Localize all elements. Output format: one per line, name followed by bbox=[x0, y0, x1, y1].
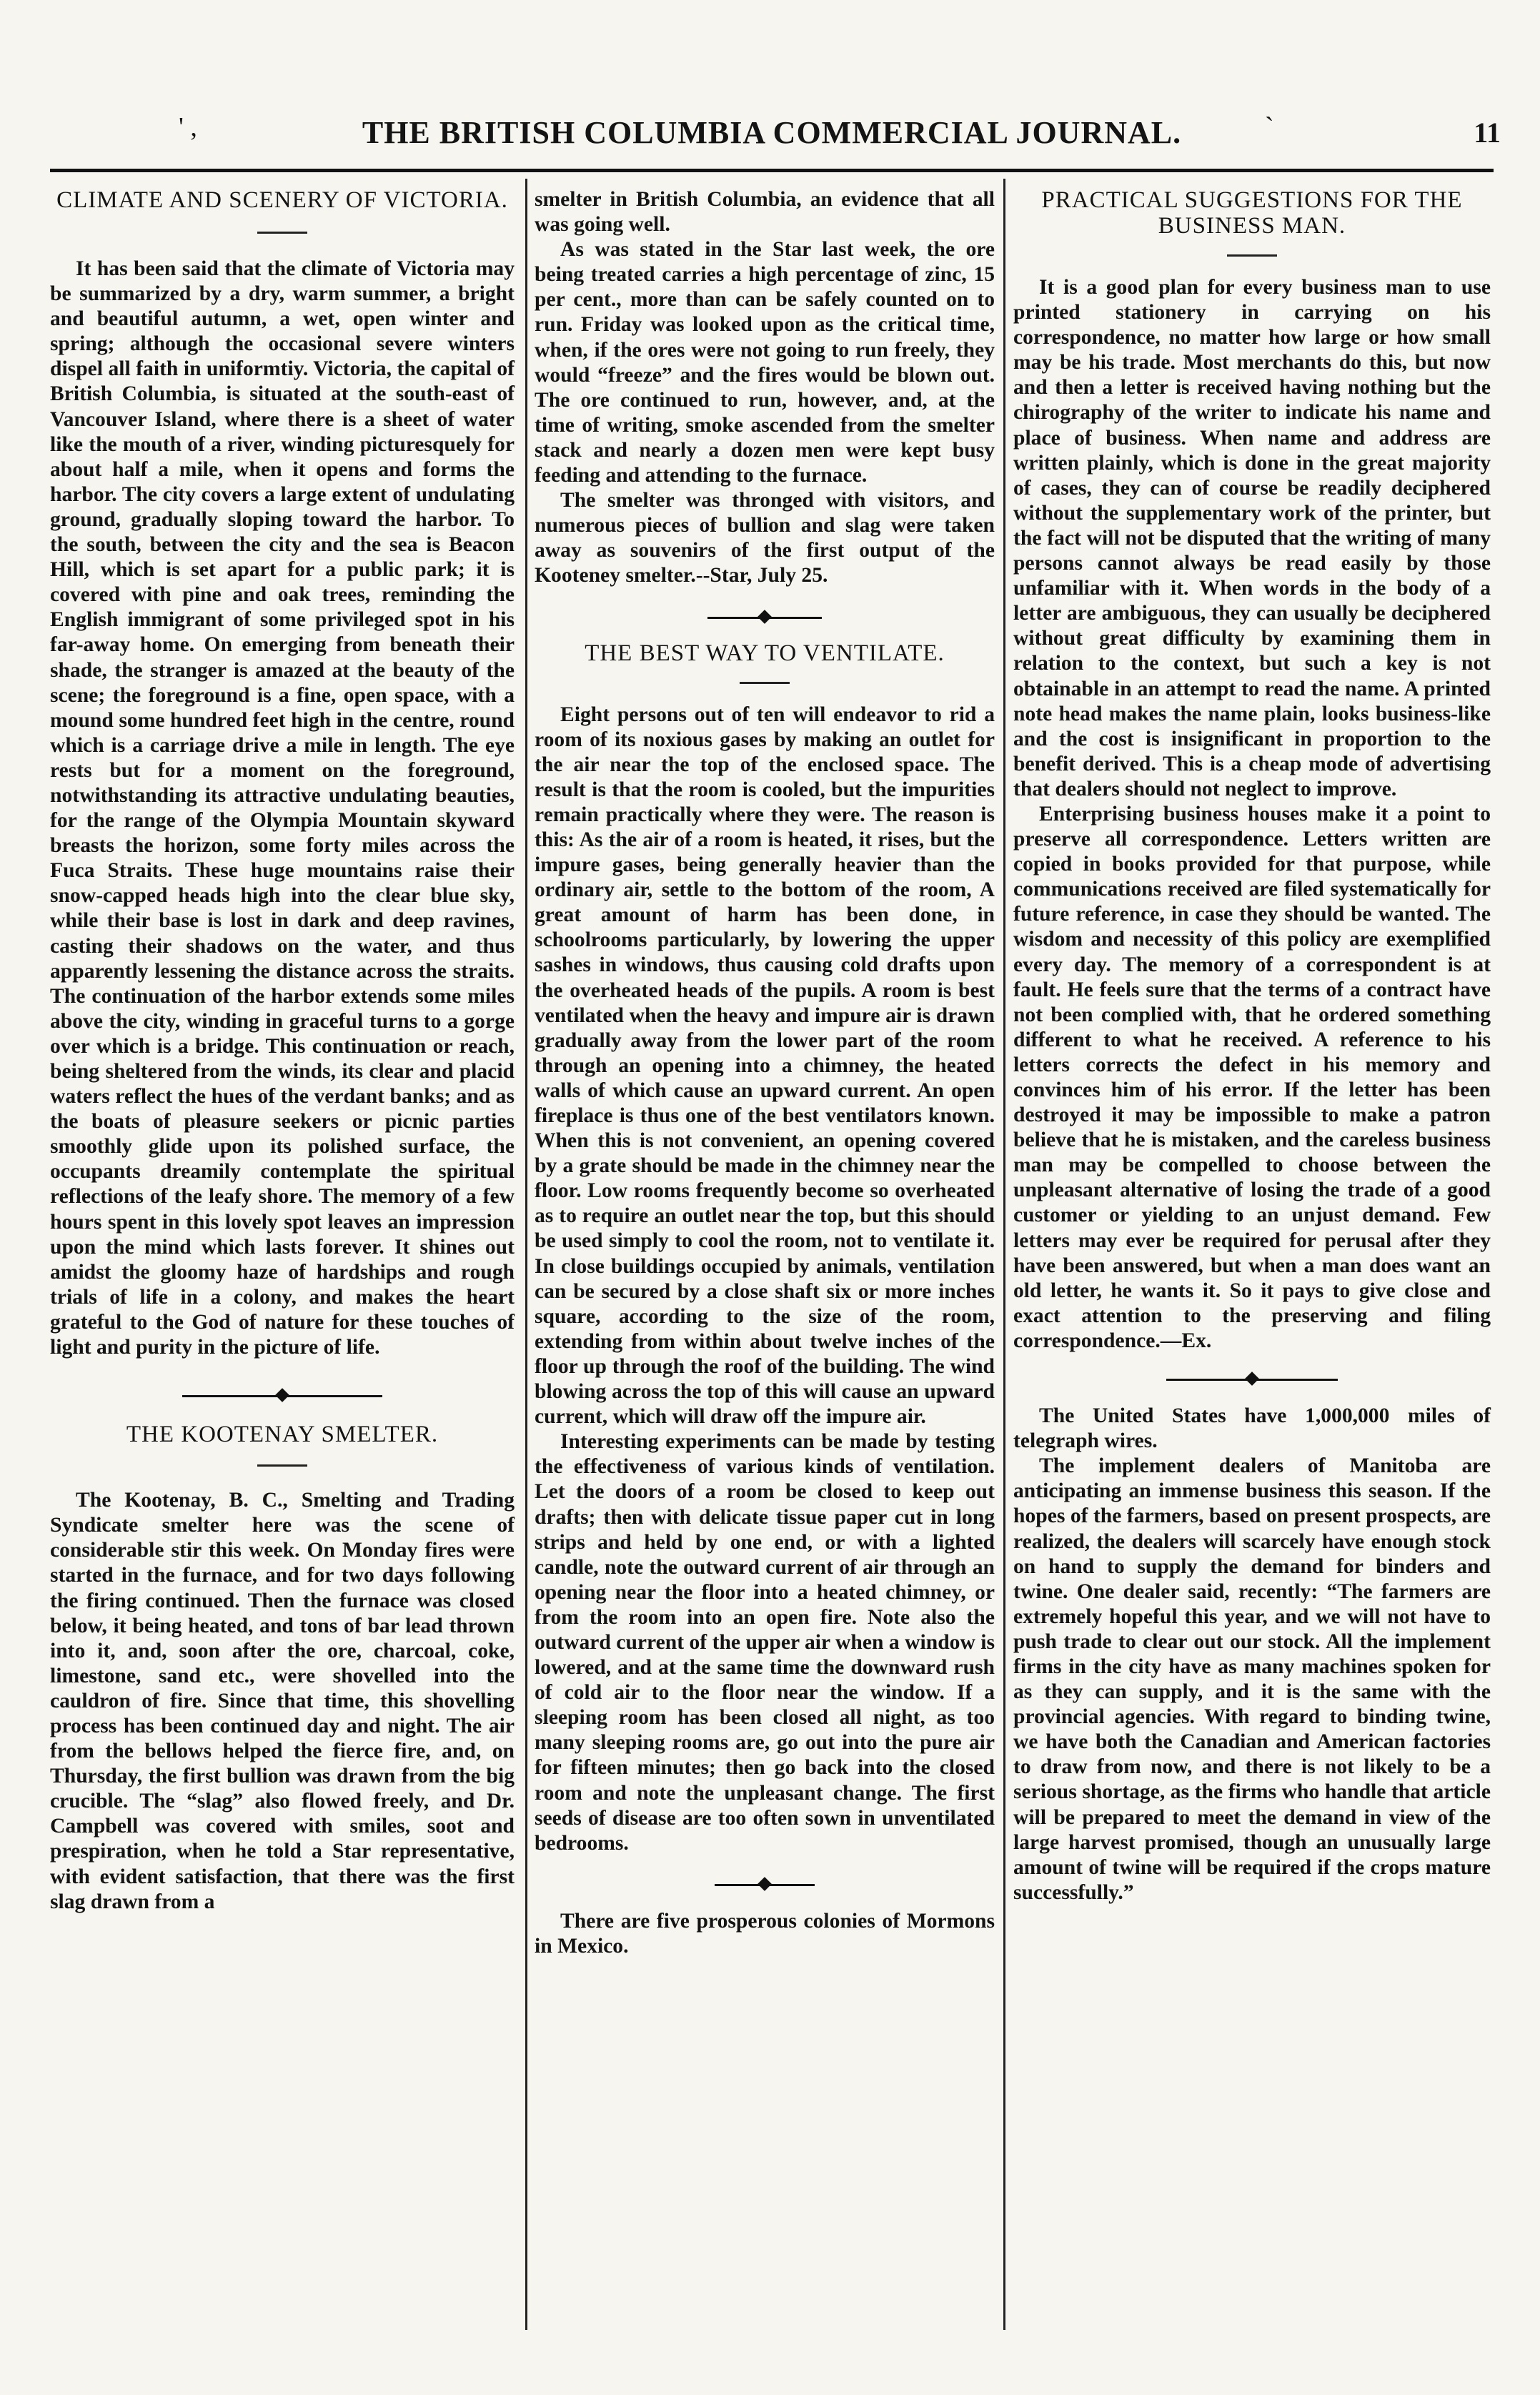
page-number: 11 bbox=[1474, 116, 1501, 149]
masthead bbox=[43, 114, 1501, 164]
section-ornament bbox=[1166, 1372, 1338, 1387]
article-paragraph: Enterprising business houses make it a point to preserve all correspondence. Letters written are copied in books provided for that purpose, while communications received are filed systematically for future reference, in case they should be wanted. The wisdom and necessity of this policy are exemplified every day. The memory of a correspondent is at fault. He feels sure that the terms of a contract have not been complied with, that he ordered something different to what he received. A reference to his letters corrects the defect in his memory and convinces him of his error. If the letter has been destroyed it may be impossible to make a patron believe that he is mistaken, and the careless business man may be compelled to choose between the unpleasant alternative of losing the trade of a good customer or yielding to an unjust demand. Few letters may ever be required for perusal after they have been answered, but when a man does want an old letter, he wants it. So it pays to give close and exact attention to the preserving and filing correspondence.—Ex. bbox=[1013, 802, 1491, 1352]
article-heading: PRACTICAL SUGGESTIONS FOR THE BUSINESS MAN. bbox=[1041, 187, 1463, 239]
article-paragraph: As was stated in the Star last week, the ore being treated carries a high percentage of zinc, 15 per cent., more than can be safely counted on to run. Friday was looked upon as the critical time, when, if the ores were not going to run freely, they would “freeze” and the fires would be blown out. The ore continued to run, however, and, at the time of writing, smoke ascended from the smelter stack and nearly a dozen men were kept busy feeding and attending to the furnace. bbox=[535, 238, 995, 487]
column-divider bbox=[525, 179, 527, 2330]
article-paragraph: The Kootenay, B. C., Smelting and Trading Syndicate smelter here was the scene of considerable stir this week. On Monday fires were started in the furnace, and for two days following the firing continued. Then the furnace was closed below, it being heated, and tons of bar lead thrown into it, and, soon after the ore, charcoal, coke, limestone, sand etc., were shovelled into the cauldron of fire. Since that time, this shovelling process has been continued day and night. The air from the bellows helped the fierce fire, and, on Thursday, the first bullion was drawn from the big crucible. The “slag” also flowed freely, and Dr. Campbell was covered with smiles, soot and prespiration, when he told a Star representative, with evident satisfaction, that there was the first slag drawn from a bbox=[50, 1489, 515, 1913]
section-ornament bbox=[715, 1878, 815, 1892]
article-paragraph: It has been said that the climate of Victoria may be summarized by a dry, warm summer, a bright and beautiful autumn, a wet, open winter and spring; although the occasional severe winters dispel all faith in uniformtiy. Victoria, the capital of British Columbia, is situated at the south-east of Vancouver Island, where there is a sheet of water like the mouth of a river, winding picturesquely for about half a mile, when it opens and forms the harbor. The city covers a large extent of undulating ground, gradually sloping toward the harbor. To the south, between the city and the sea is Beacon Hill, which is set apart for a public park; it is covered with pine and oak trees, reminding the English immigrant of some privileged spot in his far-away home. On emerging from beneath their shade, the stranger is amazed at the beauty of the scene; the foreground is a fine, open space, with a mound some hundred feet high in the centre, round which is a carriage drive a mile in length. The eye rests but for a moment on the foreground, notwithstanding its attractive undulating beauties, for the range of the Olympia Mountain skyward breasts the horizon, some forty miles across the Fuca Straits. These huge mountains raise their snow-capped heads high into the clear blue sky, while their base is lost in dark and deep ravines, casting their shadows on the water, and thus apparently lessening the distance across the straits. The continuation of the harbor extends some miles above the city, winding in graceful turns to a gorge over which is a bridge. This continuation or reach, being sheltered from the winds, its clear and placid waters reflect the hues of the verdant banks; and as the boats of pleasure seekers or picnic parties smoothly glide upon its polished surface, the occupants dreamily contemplate the spiritual reflections of the leafy shore. The memory of a few hours spent in this lovely spot leaves an impression upon the mind which lasts forever. It shines out amidst the gloomy haze of hardships and rough trials of life in a colony, and makes the heart grateful to the God of nature for these touches of light and purity in the picture of life. bbox=[50, 257, 515, 1359]
section-ornament bbox=[707, 610, 822, 625]
left-mark: ' , bbox=[179, 112, 197, 142]
article-heading: THE BEST WAY TO VENTILATE. bbox=[585, 640, 945, 666]
article-paragraph: Eight persons out of ten will endeavor to rid a room of its noxious gases by making an outlet for the air near the top of the enclosed space. The result is that the room is cooled, but the impurities remain practically where they were. The reason is this: As the air of a room is heated, it rises, but the impure gases, being generally heavier than the ordinary air, settle to the bottom of the room, A great amount of harm has been done, in schoolrooms particularly, by lowering the upper sashes in windows, thus causing cold drafts upon the overheated heads of the pupils. A room is best ventilated when the heavy and impure air is drawn gradually away from the lower part of the room through an opening into a chimney, the heated walls of which cause an upward current. An open fireplace is thus one of the best ventilators known. When this is not convenient, an opening covered by a grate should be made in the chimney near the floor. Low rooms frequently become so overheated as to require an outlet near the top, but this should be used simply to cool the room, not to ventilate it. In close buildings occupied by animals, ventilation can be secured by a close shaft six or more inches square, according to the size of the room, extending from within about twelve inches of the floor up through the roof of the building. The wind blowing across the top of this will cause an upward current, which will draw off the impure air. bbox=[535, 703, 995, 1429]
article-paragraph: It is a good plan for every business man to use printed stationery in carrying on his correspondence, no matter how large or how small may be his trade. Most merchants do this, but now and then a letter is received having nothing but the chirography of the writer to indicate his name and place of business. When name and address are written plainly, which is done in the great majority of cases, they can of course be readily deciphered without the supplementary work of the printer, but the fact will not be disputed that the writing of many persons cannot always be read easily by those unfamiliar with it. When words in the body of a letter are ambiguous, they can usually be deciphered without great difficulty by examining them in relation to the context, but such a key is not obtainable in an attempt to read the name. A printed note head makes the name plain, looks business-like and the cost is insignificant in proportion to the benefit derived. This is a cheap mode of advertising that dealers should not neglect to improve. bbox=[1013, 276, 1491, 800]
right-mark: ` bbox=[1265, 112, 1274, 142]
article-paragraph: The United States have 1,000,000 miles of telegraph wires. bbox=[1013, 1404, 1491, 1453]
column-3 bbox=[1013, 187, 1491, 1905]
article-paragraph: Interesting experiments can be made by testing the effectiveness of various kinds of ventilation. Let the doors of a room be closed to keep out drafts; then with delicate tissue paper cut in long strips and held by one end, or with a lighted candle, note the outward current of air through an opening near the floor into a heated chimney, or from the room into an open fire. Note also the outward current of the upper air when a window is lowered, and at the same time the downward rush of cold air to the floor near the window. If a sleeping room has been closed all night, as too many sleeping rooms are, go out into the pure air for fifteen minutes; then go back into the closed room and note the unpleasant change. The first seeds of disease are too often sown in unventilated bedrooms. bbox=[535, 1430, 995, 1855]
article-paragraph: There are five prosperous colonies of Mormons in Mexico. bbox=[535, 1909, 995, 1958]
article-paragraph: The implement dealers of Manitoba are anticipating an immense business this season. If the hopes of the farmers, based on present prospects, are realized, the dealers will scarcely have enough stock on hand to supply the demand for binders and twine. One dealer said, recently: “The farmers are extremely hopeful this year, and we will not have to push trade to clear out our stock. All the implement firms in the city have as many machines spoken for as they can supply, and it is the same with the provincial agencies. With regard to binding twine, we have both the Canadian and American factories to draw from now, and there is not likely to be a serious shortage, as the firms who handle that article will be prepared to meet the demand in view of the large harvest promised, though an unusually large amount of twine will be required if the crops mature successfully.” bbox=[1013, 1454, 1491, 1904]
masthead-rule bbox=[50, 169, 1494, 172]
column-2 bbox=[535, 187, 995, 1959]
column-divider bbox=[1003, 179, 1005, 2330]
article-paragraph: The smelter was thronged with visitors, and numerous pieces of bullion and slag were taken away as souvenirs of the first output of the Kooteney smelter.--Star, July 25. bbox=[535, 489, 995, 587]
section-ornament bbox=[182, 1389, 382, 1403]
article-paragraph: smelter in British Columbia, an evidence that all was going well. bbox=[535, 188, 995, 237]
column-1 bbox=[50, 187, 515, 1915]
journal-title: THE BRITISH COLUMBIA COMMERCIAL JOURNAL. bbox=[362, 115, 1182, 150]
article-heading: THE KOOTENAY SMELTER. bbox=[126, 1422, 439, 1448]
article-heading: CLIMATE AND SCENERY OF VICTORIA. bbox=[56, 187, 508, 213]
